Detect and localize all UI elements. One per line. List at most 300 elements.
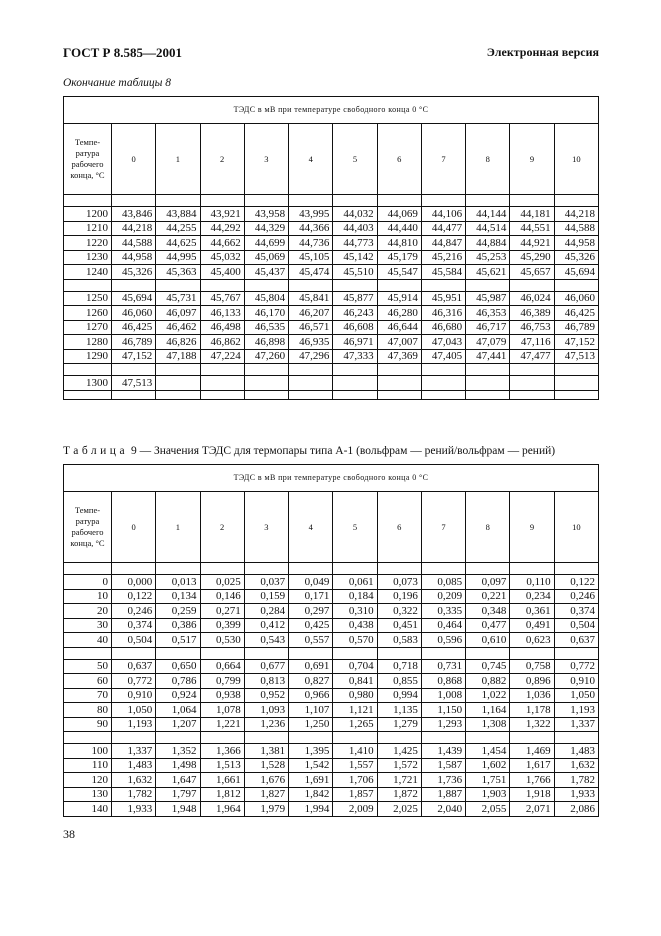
empty-cell (112, 563, 156, 575)
column-header: 2 (200, 492, 244, 563)
value-cell: 44,329 (244, 221, 288, 236)
value-cell (466, 376, 510, 391)
table-row (64, 674, 599, 689)
value-cell: 0,896 (510, 674, 554, 689)
table-row (64, 349, 599, 364)
temperature-cell: 1240 (64, 265, 112, 280)
value-cell: 1,812 (200, 787, 244, 802)
value-cell: 0,049 (289, 575, 333, 590)
value-cell: 46,462 (156, 320, 200, 335)
temperature-cell: 1220 (64, 236, 112, 251)
value-cell: 45,105 (289, 250, 333, 265)
value-cell: 44,551 (510, 221, 554, 236)
empty-cell (112, 732, 156, 744)
value-cell: 1,022 (466, 688, 510, 703)
table-row (64, 575, 599, 590)
empty-cell (510, 390, 554, 399)
empty-cell (466, 732, 510, 744)
value-cell: 47,513 (112, 376, 156, 391)
value-cell: 0,412 (244, 618, 288, 633)
value-cell: 46,789 (554, 320, 598, 335)
value-cell: 45,179 (377, 250, 421, 265)
value-cell: 44,181 (510, 207, 554, 222)
value-cell: 1,008 (421, 688, 465, 703)
empty-cell (64, 279, 112, 291)
table-top-header-row (64, 465, 599, 492)
value-cell: 46,060 (554, 291, 598, 306)
value-cell: 0,664 (200, 659, 244, 674)
value-cell: 0,335 (421, 604, 465, 619)
empty-cell (200, 647, 244, 659)
value-cell (421, 376, 465, 391)
value-cell: 0,037 (244, 575, 288, 590)
table-row (64, 604, 599, 619)
value-cell: 1,250 (289, 717, 333, 732)
value-cell: 45,621 (466, 265, 510, 280)
value-cell: 0,966 (289, 688, 333, 703)
value-cell: 1,979 (244, 802, 288, 817)
empty-cell (510, 732, 554, 744)
temperature-cell: 1200 (64, 207, 112, 222)
value-cell: 44,921 (510, 236, 554, 251)
empty-cell (112, 647, 156, 659)
table-row (64, 335, 599, 350)
value-cell (200, 376, 244, 391)
value-cell: 0,868 (421, 674, 465, 689)
empty-cell (289, 732, 333, 744)
value-cell: 44,588 (112, 236, 156, 251)
value-cell: 43,846 (112, 207, 156, 222)
column-header: 9 (510, 492, 554, 563)
column-header: 9 (510, 124, 554, 195)
column-header: 5 (333, 492, 377, 563)
value-cell: 0,246 (554, 589, 598, 604)
empty-cell (244, 390, 288, 399)
value-cell: 0,322 (377, 604, 421, 619)
value-cell: 1,933 (112, 802, 156, 817)
temperature-cell: 1290 (64, 349, 112, 364)
value-cell: 46,935 (289, 335, 333, 350)
value-cell: 0,570 (333, 633, 377, 648)
empty-cell (421, 364, 465, 376)
empty-cell (510, 279, 554, 291)
temperature-cell: 10 (64, 589, 112, 604)
value-cell: 2,055 (466, 802, 510, 817)
table-row (64, 744, 599, 759)
empty-cell (466, 647, 510, 659)
value-cell: 0,772 (554, 659, 598, 674)
value-cell: 0,583 (377, 633, 421, 648)
column-header: 4 (289, 124, 333, 195)
value-cell: 44,884 (466, 236, 510, 251)
value-cell: 46,060 (112, 306, 156, 321)
column-header: 4 (289, 492, 333, 563)
value-cell: 44,625 (156, 236, 200, 251)
empty-cell (156, 279, 200, 291)
value-cell: 45,326 (112, 265, 156, 280)
empty-cell (510, 364, 554, 376)
column-header: 3 (244, 124, 288, 195)
empty-cell (200, 732, 244, 744)
value-cell: 44,292 (200, 221, 244, 236)
spacer-row (64, 390, 599, 399)
column-header: 1 (156, 492, 200, 563)
page-number: 38 (63, 827, 75, 841)
empty-cell (64, 563, 112, 575)
value-cell: 1,751 (466, 773, 510, 788)
empty-cell (156, 195, 200, 207)
value-cell: 0,146 (200, 589, 244, 604)
value-cell: 47,043 (421, 335, 465, 350)
value-cell: 2,040 (421, 802, 465, 817)
value-cell: 44,255 (156, 221, 200, 236)
value-cell: 0,731 (421, 659, 465, 674)
value-cell: 0,637 (112, 659, 156, 674)
empty-cell (377, 279, 421, 291)
table-column-header-row (64, 124, 599, 195)
temperature-cell: 110 (64, 758, 112, 773)
document-code: ГОСТ Р 8.585—2001 (63, 45, 182, 60)
table-row (64, 758, 599, 773)
value-cell: 0,952 (244, 688, 288, 703)
empty-cell (510, 195, 554, 207)
value-cell: 46,608 (333, 320, 377, 335)
value-cell: 1,676 (244, 773, 288, 788)
value-cell: 46,207 (289, 306, 333, 321)
value-cell: 0,097 (466, 575, 510, 590)
value-cell: 47,007 (377, 335, 421, 350)
table-row (64, 291, 599, 306)
value-cell: 0,221 (466, 589, 510, 604)
value-cell: 0,491 (510, 618, 554, 633)
value-cell: 47,224 (200, 349, 244, 364)
value-cell: 1,366 (200, 744, 244, 759)
value-cell: 1,322 (510, 717, 554, 732)
value-cell: 43,958 (244, 207, 288, 222)
table-row (64, 659, 599, 674)
value-cell: 47,296 (289, 349, 333, 364)
value-cell: 46,971 (333, 335, 377, 350)
spacer-row (64, 364, 599, 376)
temperature-cell: 1210 (64, 221, 112, 236)
value-cell: 1,352 (156, 744, 200, 759)
value-cell: 1,193 (112, 717, 156, 732)
value-cell: 0,134 (156, 589, 200, 604)
spacer-row (64, 732, 599, 744)
value-cell: 0,691 (289, 659, 333, 674)
value-cell: 1,782 (112, 787, 156, 802)
value-cell: 1,513 (200, 758, 244, 773)
value-cell: 0,758 (510, 659, 554, 674)
empty-cell (554, 563, 598, 575)
value-cell: 0,451 (377, 618, 421, 633)
value-cell: 43,995 (289, 207, 333, 222)
value-cell: 0,786 (156, 674, 200, 689)
value-cell: 1,135 (377, 703, 421, 718)
table-row (64, 589, 599, 604)
empty-cell (333, 364, 377, 376)
empty-cell (377, 647, 421, 659)
empty-cell (289, 195, 333, 207)
value-cell: 45,657 (510, 265, 554, 280)
value-cell: 0,297 (289, 604, 333, 619)
value-cell: 0,813 (244, 674, 288, 689)
table-row (64, 633, 599, 648)
value-cell: 44,403 (333, 221, 377, 236)
value-cell: 0,464 (421, 618, 465, 633)
value-cell: 0,938 (200, 688, 244, 703)
column-header: 7 (421, 124, 465, 195)
value-cell: 44,218 (112, 221, 156, 236)
value-cell: 1,308 (466, 717, 510, 732)
empty-cell (244, 647, 288, 659)
empty-cell (421, 647, 465, 659)
value-cell: 1,337 (554, 717, 598, 732)
value-cell: 1,207 (156, 717, 200, 732)
empty-cell (333, 732, 377, 744)
value-cell: 0,910 (554, 674, 598, 689)
value-cell: 44,588 (554, 221, 598, 236)
value-cell: 46,243 (333, 306, 377, 321)
spacer-row (64, 279, 599, 291)
empty-cell (554, 279, 598, 291)
value-cell: 1,827 (244, 787, 288, 802)
edition-label: Электронная версия (486, 45, 599, 59)
empty-cell (64, 195, 112, 207)
value-cell: 1,425 (377, 744, 421, 759)
value-cell: 2,071 (510, 802, 554, 817)
value-cell: 1,150 (421, 703, 465, 718)
empty-cell (156, 390, 200, 399)
value-cell: 0,841 (333, 674, 377, 689)
value-cell: 1,797 (156, 787, 200, 802)
value-cell (377, 376, 421, 391)
value-cell: 0,122 (554, 575, 598, 590)
value-cell: 1,602 (466, 758, 510, 773)
value-cell: 1,337 (112, 744, 156, 759)
value-cell: 1,078 (200, 703, 244, 718)
value-cell: 1,164 (466, 703, 510, 718)
table-row (64, 787, 599, 802)
value-cell: 46,826 (156, 335, 200, 350)
value-cell: 47,188 (156, 349, 200, 364)
value-cell: 1,221 (200, 717, 244, 732)
value-cell: 0,637 (554, 633, 598, 648)
value-cell: 1,661 (200, 773, 244, 788)
value-cell: 1,632 (112, 773, 156, 788)
value-cell: 44,514 (466, 221, 510, 236)
empty-cell (156, 732, 200, 744)
value-cell: 0,596 (421, 633, 465, 648)
value-cell: 1,964 (200, 802, 244, 817)
value-cell: 46,425 (112, 320, 156, 335)
value-cell: 1,572 (377, 758, 421, 773)
column-header: 1 (156, 124, 200, 195)
temperature-cell: 100 (64, 744, 112, 759)
value-cell: 44,699 (244, 236, 288, 251)
column-header: 10 (554, 124, 598, 195)
empty-cell (333, 563, 377, 575)
value-cell: 0,246 (112, 604, 156, 619)
value-cell: 1,293 (421, 717, 465, 732)
table8 (63, 96, 599, 400)
value-cell: 0,374 (554, 604, 598, 619)
empty-cell (510, 563, 554, 575)
value-cell: 46,425 (554, 306, 598, 321)
empty-cell (200, 364, 244, 376)
value-cell: 0,882 (466, 674, 510, 689)
value-cell: 1,469 (510, 744, 554, 759)
empty-cell (156, 647, 200, 659)
empty-cell (244, 195, 288, 207)
row-header-label: Темпе-ратура рабочего конца, °С (64, 492, 112, 563)
value-cell: 1,265 (333, 717, 377, 732)
value-cell: 45,474 (289, 265, 333, 280)
table9 (63, 464, 599, 817)
empty-cell (466, 563, 510, 575)
empty-cell (421, 279, 465, 291)
value-cell: 43,884 (156, 207, 200, 222)
empty-cell (377, 563, 421, 575)
value-cell: 44,958 (112, 250, 156, 265)
value-cell: 0,310 (333, 604, 377, 619)
value-cell: 0,827 (289, 674, 333, 689)
table-top-header: ТЭДС в мВ при температуре свободного конца 0 °С (64, 465, 599, 492)
value-cell: 44,995 (156, 250, 200, 265)
value-cell: 46,753 (510, 320, 554, 335)
table-row (64, 320, 599, 335)
empty-cell (64, 647, 112, 659)
column-header: 3 (244, 492, 288, 563)
value-cell: 0,504 (554, 618, 598, 633)
value-cell: 0,425 (289, 618, 333, 633)
value-cell: 44,958 (554, 236, 598, 251)
temperature-cell: 1280 (64, 335, 112, 350)
value-cell: 1,454 (466, 744, 510, 759)
empty-cell (333, 390, 377, 399)
table-row (64, 265, 599, 280)
value-cell: 46,862 (200, 335, 244, 350)
value-cell: 46,717 (466, 320, 510, 335)
table9-caption-label: Таблица (63, 445, 129, 457)
value-cell: 0,374 (112, 618, 156, 633)
value-cell: 0,122 (112, 589, 156, 604)
value-cell: 1,093 (244, 703, 288, 718)
value-cell: 47,116 (510, 335, 554, 350)
empty-cell (554, 647, 598, 659)
value-cell: 0,361 (510, 604, 554, 619)
value-cell: 45,804 (244, 291, 288, 306)
empty-cell (554, 732, 598, 744)
empty-cell (333, 279, 377, 291)
value-cell: 0,110 (510, 575, 554, 590)
column-header: 0 (112, 492, 156, 563)
table-top-header: ТЭДС в мВ при температуре свободного конца 0 °С (64, 97, 599, 124)
value-cell: 0,994 (377, 688, 421, 703)
value-cell: 45,951 (421, 291, 465, 306)
value-cell: 44,736 (289, 236, 333, 251)
table9-caption (63, 445, 555, 457)
temperature-cell: 90 (64, 717, 112, 732)
empty-cell (244, 563, 288, 575)
empty-cell (554, 195, 598, 207)
value-cell: 44,810 (377, 236, 421, 251)
column-header: 8 (466, 124, 510, 195)
empty-cell (289, 279, 333, 291)
value-cell: 0,718 (377, 659, 421, 674)
column-header: 7 (421, 492, 465, 563)
value-cell: 45,987 (466, 291, 510, 306)
value-cell: 0,704 (333, 659, 377, 674)
empty-cell (377, 732, 421, 744)
value-cell: 44,477 (421, 221, 465, 236)
value-cell: 0,799 (200, 674, 244, 689)
value-cell: 1,887 (421, 787, 465, 802)
value-cell (156, 376, 200, 391)
empty-cell (377, 195, 421, 207)
empty-cell (466, 279, 510, 291)
value-cell: 47,333 (333, 349, 377, 364)
value-cell: 46,280 (377, 306, 421, 321)
value-cell: 0,209 (421, 589, 465, 604)
value-cell: 45,290 (510, 250, 554, 265)
value-cell: 1,721 (377, 773, 421, 788)
table-row (64, 618, 599, 633)
value-cell: 0,924 (156, 688, 200, 703)
value-cell: 47,152 (554, 335, 598, 350)
empty-cell (200, 279, 244, 291)
value-cell: 46,644 (377, 320, 421, 335)
value-cell: 0,073 (377, 575, 421, 590)
value-cell: 0,610 (466, 633, 510, 648)
value-cell: 0,623 (510, 633, 554, 648)
value-cell: 45,326 (554, 250, 598, 265)
value-cell: 1,903 (466, 787, 510, 802)
value-cell: 0,013 (156, 575, 200, 590)
empty-cell (421, 195, 465, 207)
value-cell: 46,535 (244, 320, 288, 335)
table-row (64, 688, 599, 703)
value-cell (510, 376, 554, 391)
value-cell: 45,841 (289, 291, 333, 306)
value-cell: 1,498 (156, 758, 200, 773)
value-cell: 0,980 (333, 688, 377, 703)
empty-cell (466, 195, 510, 207)
value-cell: 0,543 (244, 633, 288, 648)
value-cell: 44,662 (200, 236, 244, 251)
value-cell: 1,706 (333, 773, 377, 788)
value-cell: 1,236 (244, 717, 288, 732)
empty-cell (377, 364, 421, 376)
value-cell: 0,530 (200, 633, 244, 648)
empty-cell (244, 732, 288, 744)
value-cell: 0,259 (156, 604, 200, 619)
value-cell: 1,483 (112, 758, 156, 773)
temperature-cell: 20 (64, 604, 112, 619)
value-cell: 1,632 (554, 758, 598, 773)
value-cell: 45,032 (200, 250, 244, 265)
value-cell: 2,009 (333, 802, 377, 817)
value-cell: 1,542 (289, 758, 333, 773)
value-cell: 0,061 (333, 575, 377, 590)
value-cell: 0,477 (466, 618, 510, 633)
value-cell: 1,410 (333, 744, 377, 759)
value-cell: 0,184 (333, 589, 377, 604)
value-cell: 46,789 (112, 335, 156, 350)
spacer-row (64, 647, 599, 659)
value-cell: 1,842 (289, 787, 333, 802)
value-cell: 46,571 (289, 320, 333, 335)
